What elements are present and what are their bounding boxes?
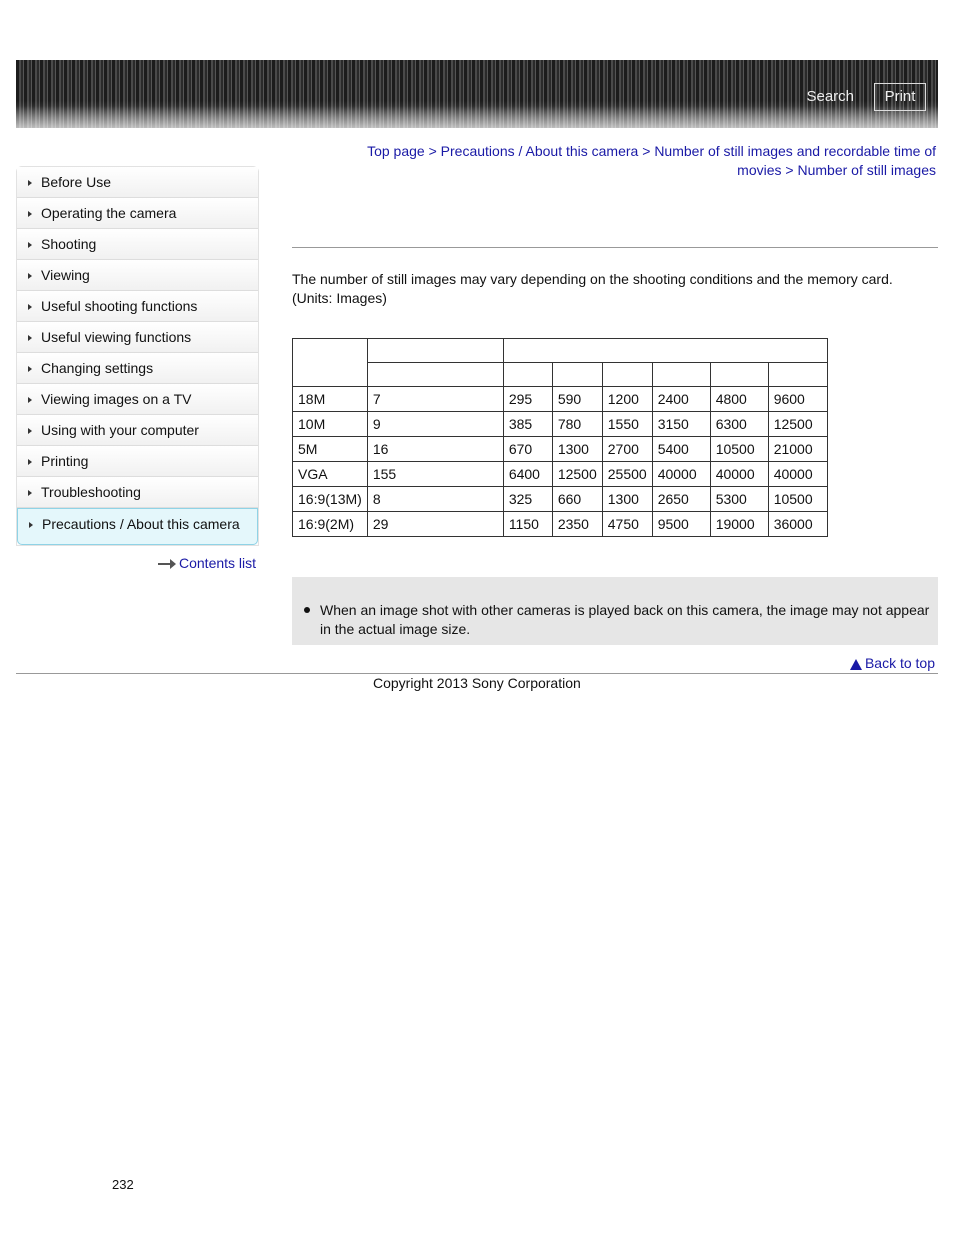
table-header-cell [768, 363, 827, 387]
triangle-up-icon [850, 659, 862, 670]
sidebar-item-useful-viewing[interactable]: Useful viewing functions [17, 322, 258, 353]
table-cell: 2650 [652, 487, 710, 512]
table-cell: 9600 [768, 387, 827, 412]
title-divider [292, 247, 938, 248]
table-cell: 1300 [602, 487, 652, 512]
arrow-right-icon [28, 211, 32, 217]
table-header-cell [293, 339, 368, 387]
sidebar-item-before-use[interactable]: Before Use [17, 167, 258, 198]
arrow-right-icon [28, 366, 32, 372]
table-cell: 670 [503, 437, 552, 462]
sidebar-item-changing-settings[interactable]: Changing settings [17, 353, 258, 384]
arrow-right-icon [28, 180, 32, 186]
breadcrumb-current-page[interactable]: Number of still images [797, 162, 936, 178]
footer-divider [16, 673, 938, 674]
breadcrumb-precautions[interactable]: Precautions / About this camera [440, 143, 639, 159]
sidebar-item-viewing-tv[interactable]: Viewing images on a TV [17, 384, 258, 415]
table-cell: 155 [367, 462, 503, 487]
table-cell: 2350 [552, 512, 602, 537]
search-link[interactable]: Search [806, 88, 854, 105]
table-header-cell [503, 339, 827, 363]
table-cell: 16 [367, 437, 503, 462]
intro-text: The number of still images may vary depending on the shooting conditions and the memory card. (Units: Images) [292, 271, 893, 306]
still-images-table [292, 338, 828, 537]
table-cell: 590 [552, 387, 602, 412]
table-cell: 1200 [602, 387, 652, 412]
breadcrumb-top-page[interactable]: Top page [367, 143, 425, 159]
arrow-right-icon [28, 242, 32, 248]
table-cell: 16:9(13M) [293, 487, 368, 512]
table-cell: 325 [503, 487, 552, 512]
table-cell: 18M [293, 387, 368, 412]
sidebar-item-precautions[interactable]: Precautions / About this camera [17, 508, 258, 545]
table-cell: 19000 [710, 512, 768, 537]
table-cell: 7 [367, 387, 503, 412]
table-cell: 4800 [710, 387, 768, 412]
table-header-cell [602, 363, 652, 387]
table-row [293, 387, 828, 412]
print-button[interactable]: Print [874, 83, 926, 111]
table-cell: 16:9(2M) [293, 512, 368, 537]
arrow-right-icon [28, 428, 32, 434]
contents-list-link[interactable]: Contents list [158, 555, 256, 571]
table-cell: 25500 [602, 462, 652, 487]
table-cell: 1550 [602, 412, 652, 437]
table-cell: 4750 [602, 512, 652, 537]
table-cell: 5400 [652, 437, 710, 462]
arrow-right-icon [28, 335, 32, 341]
breadcrumb-separator: > [428, 143, 437, 159]
table-cell: 36000 [768, 512, 827, 537]
table-cell: 40000 [652, 462, 710, 487]
sidebar-item-operating-camera[interactable]: Operating the camera [17, 198, 258, 229]
table-cell: 1150 [503, 512, 552, 537]
table-row [293, 512, 828, 537]
table-header-row [293, 339, 828, 363]
table-cell: 5300 [710, 487, 768, 512]
sidebar-item-shooting[interactable]: Shooting [17, 229, 258, 260]
arrow-right-icon [28, 304, 32, 310]
copyright-text: Copyright 2013 Sony Corporation [373, 675, 581, 691]
table-cell: 40000 [768, 462, 827, 487]
table-cell: 1300 [552, 437, 602, 462]
table-cell: 3150 [652, 412, 710, 437]
table-cell: 295 [503, 387, 552, 412]
table-cell: 6400 [503, 462, 552, 487]
table-cell: 40000 [710, 462, 768, 487]
table-header-cell [710, 363, 768, 387]
table-header-cell [367, 363, 503, 387]
table-cell: 21000 [768, 437, 827, 462]
arrow-right-icon [158, 561, 176, 567]
arrow-right-icon [28, 273, 32, 279]
breadcrumb-separator: > [785, 162, 794, 178]
table-cell: 29 [367, 512, 503, 537]
sidebar-item-troubleshooting[interactable]: Troubleshooting [17, 477, 258, 508]
table-cell: 12500 [552, 462, 602, 487]
sidebar-item-printing[interactable]: Printing [17, 446, 258, 477]
table-cell: 2700 [602, 437, 652, 462]
bullet-icon [304, 607, 310, 613]
table-cell: 12500 [768, 412, 827, 437]
table-header-cell [367, 339, 503, 363]
table-row [293, 412, 828, 437]
table-header-row [293, 363, 828, 387]
table-cell: 2400 [652, 387, 710, 412]
table-cell: 385 [503, 412, 552, 437]
table-row [293, 487, 828, 512]
sidebar-item-useful-shooting[interactable]: Useful shooting functions [17, 291, 258, 322]
arrow-right-icon [28, 397, 32, 403]
breadcrumb-number-still-images-movies[interactable]: Number of still images and recordable time of movies [654, 143, 936, 178]
back-to-top-link[interactable]: Back to top [850, 655, 935, 671]
breadcrumb-separator: > [642, 143, 651, 159]
table-header-cell [552, 363, 602, 387]
table-header-cell [652, 363, 710, 387]
header-bar [16, 60, 938, 128]
breadcrumb [292, 142, 936, 180]
table-cell: 9500 [652, 512, 710, 537]
sidebar-item-viewing[interactable]: Viewing [17, 260, 258, 291]
table-header-cell [503, 363, 552, 387]
table-cell: 5M [293, 437, 368, 462]
table-cell: VGA [293, 462, 368, 487]
table-cell: 10M [293, 412, 368, 437]
table-row [293, 437, 828, 462]
sidebar-nav [16, 166, 259, 546]
page-number: 232 [112, 1177, 134, 1192]
note-text: When an image shot with other cameras is played back on this camera, the image may not appear in the actual image size. [320, 602, 930, 637]
note-box [292, 577, 938, 645]
sidebar-item-using-computer[interactable]: Using with your computer [17, 415, 258, 446]
table-cell: 780 [552, 412, 602, 437]
table-row [293, 462, 828, 487]
arrow-right-icon [28, 459, 32, 465]
arrow-right-icon [29, 522, 33, 528]
arrow-right-icon [28, 490, 32, 496]
table-cell: 8 [367, 487, 503, 512]
table-cell: 10500 [710, 437, 768, 462]
table-cell: 660 [552, 487, 602, 512]
table-cell: 9 [367, 412, 503, 437]
table-cell: 10500 [768, 487, 827, 512]
table-cell: 6300 [710, 412, 768, 437]
